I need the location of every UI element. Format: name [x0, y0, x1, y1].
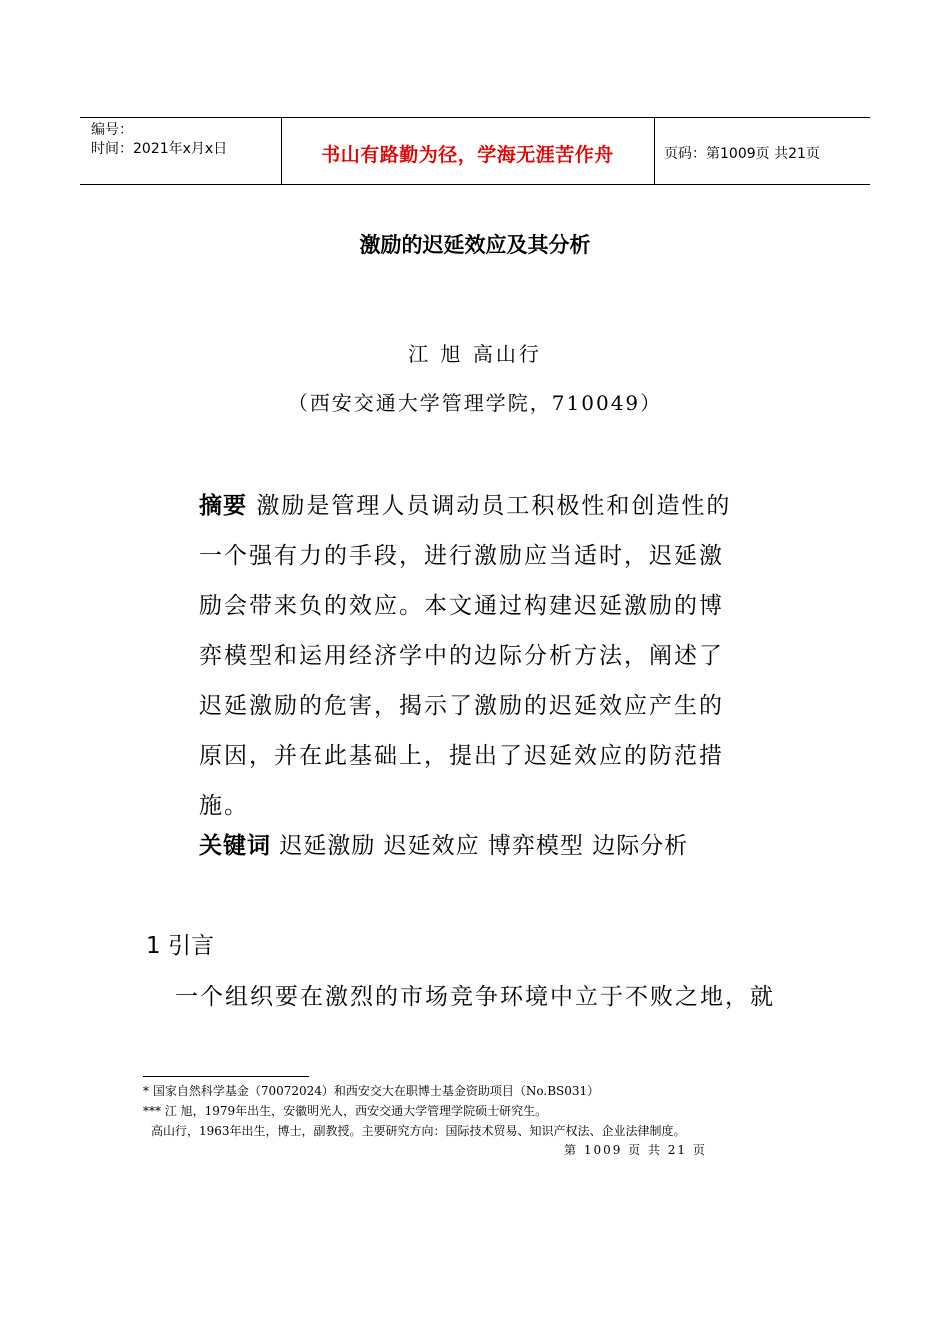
- footnote-3: 高山行，1963年出生，博士，副教授。主要研究方向：国际技术贸易、知识产权法、企业法律制度。: [151, 1124, 686, 1138]
- abstract-line: 迟延激励的危害，揭示了激励的迟延效应产生的: [199, 693, 724, 719]
- abstract: [199, 481, 759, 831]
- article-title: 激励的迟延效应及其分析: [359, 233, 591, 257]
- abstract-line-1: [199, 481, 759, 531]
- header-page-info: 页码：第1009页 共21页: [664, 146, 820, 162]
- header-motto: 书山有路勤为径，学海无涯苦作舟: [321, 144, 614, 166]
- header-top-rule: [80, 117, 870, 118]
- abstract-label: 摘要: [199, 493, 247, 519]
- section-heading: 1 引言: [146, 933, 214, 959]
- article-affiliation: （西安交通大学管理学院，710049）: [287, 391, 663, 415]
- header-divider-2: [654, 117, 655, 185]
- header-meta: [91, 121, 227, 159]
- keywords-text: 迟延激励 迟延效应 博弈模型 边际分析: [279, 833, 689, 859]
- abstract-line: 弈模型和运用经济学中的边际分析方法，阐述了: [199, 643, 724, 669]
- abstract-line: 励会带来负的效应。本文通过构建迟延激励的博: [199, 593, 724, 619]
- footnote-2: *** 江 旭，1979年出生，安徽明光人，西安交通大学管理学院硕士研究生。: [143, 1104, 548, 1118]
- footnotes: [143, 1081, 686, 1141]
- abstract-line: 原因，并在此基础上，提出了迟延效应的防范措: [199, 743, 724, 769]
- code-label: 编号：: [91, 122, 133, 138]
- keywords-label: 关键词: [199, 833, 271, 859]
- body-paragraph-line: 一个组织要在激烈的市场竞争环境中立于不败之地，就: [175, 984, 775, 1010]
- abstract-text: 激励是管理人员调动员工积极性和创造性的: [256, 493, 732, 519]
- footnote-1: * 国家自然科学基金（70072024）和西安交大在职博士基金资助项目（No.BS031）: [143, 1084, 600, 1098]
- abstract-line: 施。: [199, 793, 249, 819]
- article-authors: 江 旭 高山行: [408, 342, 542, 366]
- time-label: 时间：2021年x月x日: [91, 141, 228, 157]
- footnote-rule: [143, 1076, 309, 1077]
- header-bottom-rule: [80, 184, 870, 185]
- keywords: [199, 827, 688, 860]
- abstract-line: 一个强有力的手段，进行激励应当适时，迟延激: [199, 543, 724, 569]
- page-footer: 第 1009 页 共 21 页: [564, 1143, 707, 1157]
